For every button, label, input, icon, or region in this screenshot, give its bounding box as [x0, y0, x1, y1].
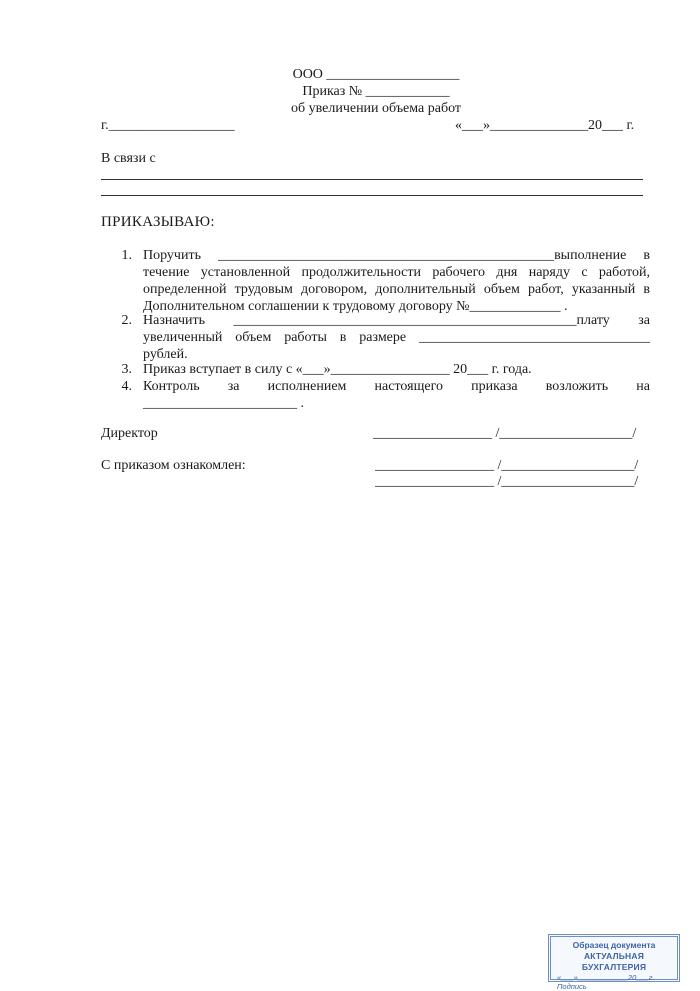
item-4-text [143, 378, 650, 412]
acquainted-signature-line-1: _________________ /___________________/ [375, 458, 639, 473]
order-subject: об увеличении объема работ [290, 101, 462, 116]
stamp-sign-label: Подпись [557, 982, 587, 991]
city-field: г.__________________ [101, 118, 235, 133]
acquainted-label: С приказом ознакомлен: [101, 458, 246, 473]
item-2-text [143, 312, 650, 363]
director-signature-line: _________________ /___________________/ [373, 426, 637, 441]
acquainted-signature-line-2: _________________ /___________________/ [375, 474, 639, 489]
item-3-text [143, 361, 650, 378]
item-2-number: 2. [121, 313, 132, 328]
item-1-text [143, 247, 650, 315]
order-heading: ПРИКАЗЫВАЮ: [101, 214, 215, 230]
item-4-line: Контроль за исполнением настоящего приказа возложить на [143, 379, 650, 394]
basis-label: В связи с [101, 151, 156, 166]
director-label: Директор [101, 426, 158, 441]
stamp-brand: АКТУАЛЬНАЯ БУХГАЛТЕРИЯ [581, 951, 647, 972]
org-name-line: ООО ___________________ [292, 67, 460, 82]
stamp-title: Образец документа [572, 940, 656, 950]
sample-document-stamp [548, 934, 680, 991]
order-number-line: Приказ № ____________ [302, 84, 450, 99]
item-1-number: 1. [121, 248, 132, 263]
item-1-line: Дополнительном соглашении к трудовому договору №_____________ . [143, 299, 568, 314]
item-1-line: определенной трудовым договором, дополнительный объем работ, указанный в [143, 282, 650, 297]
item-2-line: Назначить _________________________________________________плату за [143, 313, 650, 328]
basis-blank-line-2 [101, 195, 643, 196]
basis-blank-line-1 [101, 179, 643, 180]
item-2-line: увеличенный объем работы в размере _________________________________ [143, 330, 650, 345]
item-3-number: 3. [121, 362, 132, 377]
item-4-number: 4. [121, 379, 132, 394]
item-1-line: течение установленной продолжительности рабочего дня наряду с работой, [143, 265, 650, 280]
date-field: «___»______________20___ г. [455, 118, 635, 133]
item-2-line: рублей. [143, 347, 188, 362]
item-3-line: Приказ вступает в силу с «___»_________________ 20___ г. года. [143, 362, 532, 377]
item-4-line: ______________________ . [143, 396, 304, 411]
stamp-date-line: «___»____________20___г. [557, 973, 655, 982]
item-1-line: Поручить ________________________________________________выполнение в [143, 248, 650, 263]
